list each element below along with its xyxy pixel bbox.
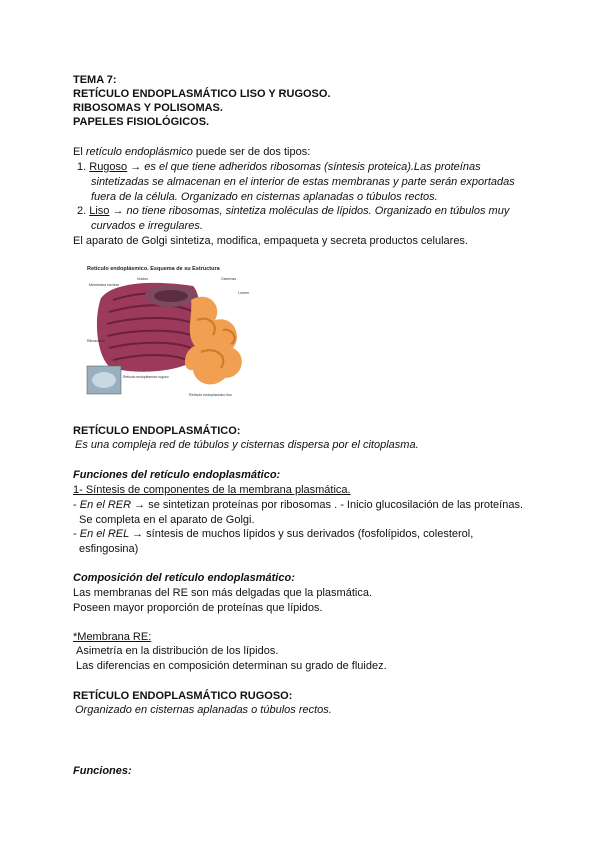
type-desc-rugoso: → es el que tiene adheridos ribosomas (síntesis proteica).Las proteínas bbox=[127, 161, 481, 173]
intro-paragraph bbox=[73, 145, 310, 159]
membrane-line-1: Asimetría en la distribución de los lípidos. bbox=[76, 645, 279, 657]
intro-prefix: El bbox=[73, 146, 86, 158]
figure-title: Retículo endoplásmico. Esquema de su Estructura bbox=[87, 266, 220, 272]
type-name-rugoso: Rugoso bbox=[89, 161, 128, 173]
bullet-dash: - bbox=[73, 499, 80, 511]
re-description: Es una compleja red de túbulos y cisternas dispersa por el citoplasma. bbox=[75, 439, 419, 451]
composition-line-2: Poseen mayor proporción de proteínas que lípidos. bbox=[73, 602, 323, 614]
membrane-line-2: Las diferencias en composición determinan su grado de fluidez. bbox=[76, 660, 387, 672]
label-rer: Retículo endoplásmico rugoso bbox=[123, 375, 169, 379]
bullet-dash: - bbox=[73, 528, 80, 540]
composition-line-1: Las membranas del RE son más delgadas que la plasmática. bbox=[73, 587, 372, 599]
type-desc-rugoso-cont-2: fuera de la célula. Organizado en cisternas aplanadas o túbulos rectos. bbox=[91, 191, 438, 203]
type-name-liso: Liso bbox=[89, 205, 110, 217]
type-desc-liso: → no tiene ribosomas, sintetiza moléculas de lípidos. Organizado en túbulos muy bbox=[109, 205, 510, 217]
functions-rer-term: En el RER → bbox=[79, 499, 146, 511]
list-number: 1. bbox=[77, 161, 87, 173]
title-line-4: PAPELES FISIOLÓGICOS. bbox=[73, 116, 210, 128]
nucleus-core bbox=[154, 290, 188, 302]
re-heading: RETÍCULO ENDOPLASMÁTICO: bbox=[73, 425, 241, 437]
functions-rer-text: se sintetizan proteínas por ribosomas . - Inicio glucosilación de las proteínas. bbox=[145, 499, 524, 511]
rer-description: Organizado en cisternas aplanadas o túbulos rectos. bbox=[75, 704, 332, 716]
functions-rel-line bbox=[73, 527, 473, 541]
functions-rel-term: En el REL → bbox=[79, 528, 144, 540]
list-number: 2. bbox=[77, 205, 87, 217]
intro-suffix: puede ser de dos tipos: bbox=[192, 146, 311, 158]
rer-heading: RETÍCULO ENDOPLASMÁTICO RUGOSO: bbox=[73, 690, 293, 702]
label-nucleus: Núcleo bbox=[137, 277, 149, 281]
functions-rel-text: síntesis de muchos lípidos y sus derivados (fosfolípidos, colesterol, bbox=[143, 528, 474, 540]
label-ribosomes: Ribosomas bbox=[87, 339, 105, 343]
label-ser: Retículo endoplásmico liso bbox=[189, 393, 232, 397]
label-nuclear-membrane: Membrana nuclear bbox=[89, 283, 119, 287]
label-cisternae: Cisternas bbox=[221, 277, 237, 281]
list-item bbox=[77, 204, 509, 218]
type-desc-liso-cont: curvados e irregulares. bbox=[91, 220, 203, 232]
cell-inset-detail bbox=[92, 372, 116, 388]
er-structure-figure bbox=[83, 260, 259, 402]
list-item bbox=[77, 160, 481, 174]
functions-rer-cont: Se completa en el aparato de Golgi. bbox=[79, 514, 255, 526]
golgi-paragraph: El aparato de Golgi sintetiza, modifica, empaqueta y secreta productos celulares. bbox=[73, 235, 468, 247]
type-desc-rugoso-cont-1: sintetizadas se almacenan en el interior de estas membranas y parte serán exportadas bbox=[91, 176, 515, 188]
functions-rer-line bbox=[73, 498, 523, 512]
functions-heading: Funciones del retículo endoplasmático: bbox=[73, 469, 281, 481]
title-line-2: RETÍCULO ENDOPLASMÁTICO LISO Y RUGOSO. bbox=[73, 88, 331, 100]
membrane-heading: *Membrana RE: bbox=[73, 631, 152, 643]
intro-term: retículo endoplásmico bbox=[85, 146, 193, 158]
title-line-3: RIBOSOMAS Y POLISOMAS. bbox=[73, 102, 223, 114]
functions-rel-cont: esfingosina) bbox=[79, 543, 139, 555]
title-line-1: TEMA 7: bbox=[73, 74, 117, 86]
label-lumen: Lumen bbox=[238, 291, 249, 295]
final-functions-heading: Funciones: bbox=[73, 765, 132, 777]
composition-heading: Composición del retículo endoplasmático: bbox=[73, 572, 295, 584]
functions-subheading: 1- Síntesis de componentes de la membrana plasmática. bbox=[73, 484, 351, 496]
